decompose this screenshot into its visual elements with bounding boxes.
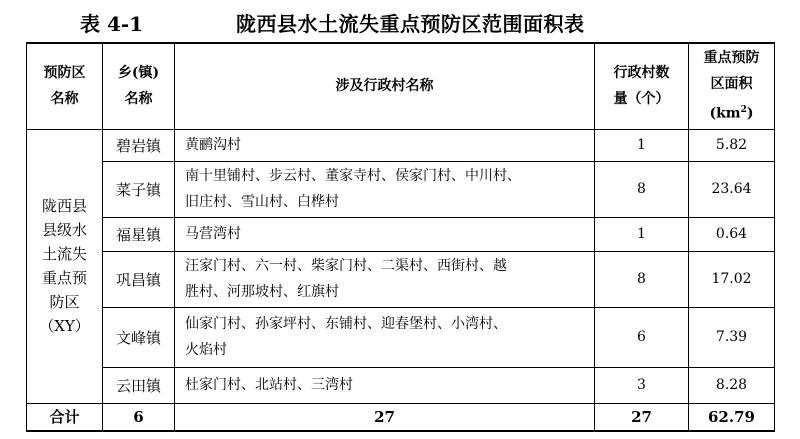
total-label: 合计 [27,403,103,431]
total-villages: 27 [175,403,595,431]
count-cell: 3 [595,367,689,403]
villages-cell [175,129,595,161]
count-cell: 8 [595,251,689,307]
count-cell: 1 [595,129,689,161]
region-name-cell [27,129,103,403]
town-cell: 菜子镇 [103,161,175,217]
villages-line: 胜村、河那坡村、红旗村 [185,284,339,300]
villages-line: 马营湾村 [185,226,241,242]
count-cell: 1 [595,217,689,251]
header-villages: 涉及行政村名称 [175,43,595,129]
table-row [27,251,775,307]
header-town-line1: 乡(镇) [117,65,160,82]
count-cell: 6 [595,307,689,367]
town-cell: 巩昌镇 [103,251,175,307]
region-line: （XY） [39,317,90,335]
villages-line: 南十里铺村、步云村、董家寺村、侯家门村、中川村、 [185,168,521,184]
table-row [27,161,775,217]
header-region-line2: 名称 [50,91,79,108]
villages-line: 杜家门村、北站村、三湾村 [185,377,353,393]
header-area [689,43,775,129]
header-region [27,43,103,129]
villages-cell [175,367,595,403]
header-region-line1: 预防区 [43,65,86,82]
villages-cell [175,251,595,307]
area-cell: 17.02 [689,251,775,307]
table-row [27,129,775,161]
area-cell: 8.28 [689,367,775,403]
count-cell: 8 [595,161,689,217]
villages-cell [175,161,595,217]
header-area-line1: 重点预防 [703,50,760,67]
header-town-line2: 名称 [124,91,153,108]
town-cell: 文峰镇 [103,307,175,367]
table-row [27,367,775,403]
villages-line: 仙家门村、孙家坪村、东铺村、迎春堡村、小湾村、 [185,316,507,332]
region-line: 县级水 [41,221,87,239]
villages-line: 火焰村 [185,342,227,358]
table-row [27,217,775,251]
table-caption [0,4,800,38]
villages-line: 旧庄村、雪山村、白桦村 [185,194,339,210]
header-count-line1: 行政村数 [613,65,670,82]
area-cell: 0.64 [689,217,775,251]
total-area: 62.79 [689,403,775,431]
villages-cell [175,217,595,251]
villages-cell [175,307,595,367]
region-line: 防区 [49,293,80,311]
prevention-area-table [26,42,775,432]
area-cell: 5.82 [689,129,775,161]
villages-line: 黄鹂沟村 [185,137,241,153]
header-count [595,43,689,129]
table-number: 表 4-1 [80,12,144,36]
region-line: 土流失 [41,245,87,263]
total-count: 27 [595,403,689,431]
unit-sup: 2 [740,105,747,116]
unit-close: ) [746,106,754,123]
area-cell: 7.39 [689,307,775,367]
area-cell: 23.64 [689,161,775,217]
table-row [27,307,775,367]
total-towns: 6 [103,403,175,431]
table-title: 陇西县水土流失重点预防区范围面积表 [236,12,585,36]
region-line: 陇西县 [41,197,87,215]
header-area-line2: 区面积 [710,76,753,93]
header-area-unit [689,97,774,127]
header-row [27,43,775,129]
region-line: 重点预 [41,269,87,287]
header-town [103,43,175,129]
total-row [27,403,775,431]
villages-line: 汪家门村、六一村、柴家门村、二渠村、西街村、越 [185,258,507,274]
town-cell: 福星镇 [103,217,175,251]
header-count-line2: 量（个） [613,91,670,108]
town-cell: 云田镇 [103,367,175,403]
unit-base: (km [709,106,741,123]
town-cell: 碧岩镇 [103,129,175,161]
